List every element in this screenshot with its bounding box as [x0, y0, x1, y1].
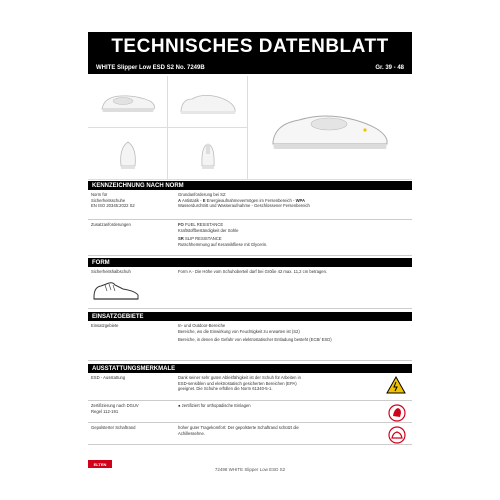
sr-text: Rutschhemmung auf Keramikfliese mit Glycerin.	[178, 241, 268, 247]
padded-collar-icon	[388, 426, 406, 449]
form-row	[88, 267, 412, 309]
shoe-image-side	[168, 76, 248, 128]
sr-code: SR	[178, 236, 184, 241]
section-kennzeichnung: KENNZEICHNUNG NACH NORM	[88, 181, 412, 190]
schaftrand-row	[88, 423, 412, 445]
section-ausstattung: AUSSTATTUNGSMERKMALE	[88, 364, 412, 373]
esd-warning-icon	[386, 376, 406, 399]
code-a: A	[178, 197, 182, 203]
norm-label-line: EN ISO 20345:2022 S2	[91, 203, 135, 208]
dguv-bullet-text: zertifiziert für orthopädische Einlagen	[181, 403, 251, 408]
shoe-image-top	[88, 76, 168, 128]
size-range: Gr. 39 - 48	[375, 65, 404, 71]
product-images	[88, 76, 412, 180]
schaftrand-line: Achillessehne.	[178, 430, 206, 436]
sr-title-text: SLIP RESISTANCE	[183, 236, 222, 241]
norm-label-line: Sicherheitsschuhe	[91, 197, 126, 203]
esd-line: ESD-sensiblen und elektrostatisch gesicherten Bereichen (EPA)	[178, 380, 297, 386]
fo-title-text: FUEL RESISTANCE	[183, 222, 224, 227]
section-form: FORM	[88, 258, 412, 267]
text-e: Energieaufnahmevermögen im Fersenbereich -	[205, 197, 296, 203]
dguv-bullet: ● zertifiziert für orthopädische Einlagen	[178, 403, 251, 408]
shoe-outline-icon	[91, 277, 141, 303]
einsatz-line: Bereiche, wo die Einwirkung von Feuchtigkeit zu erwarten ist (S2)	[178, 328, 300, 334]
einsatz-text	[178, 323, 368, 343]
schaftrand-line: hoher guter Tragekomfort: Der gepolsterte Schaftrand schützt die	[178, 425, 299, 430]
dguv-text	[178, 403, 368, 409]
form-label-col	[91, 269, 176, 304]
einsatz-row	[88, 321, 412, 361]
einsatz-line: In- und Outdoor-Bereiche	[178, 323, 226, 328]
zusatz-text	[178, 222, 368, 247]
norm-text-line: Grundanforderung bei S2:	[178, 192, 227, 197]
shoe-image-back	[168, 128, 248, 180]
fo-text: Kraftstoffbeständigkeit der Sohle	[178, 227, 239, 233]
norm-label	[91, 192, 176, 209]
elten-logo: ELTEN	[88, 460, 112, 468]
esd-line: geeignet. Die Schuhe erfüllen die Norm 61340-5-1.	[178, 386, 273, 391]
dguv-label-line: Regel 112-191	[91, 408, 119, 414]
product-bar	[88, 62, 412, 74]
esd-text	[178, 375, 368, 392]
norm-label-line: Norm für	[91, 192, 108, 197]
footer-text: 72498 WHITE Slipper Low ESD S2	[214, 467, 286, 472]
zusatz-row	[88, 220, 412, 256]
document-title: TECHNISCHES DATENBLATT	[88, 32, 412, 62]
product-name: WHITE Slipper Low ESD S2 No. 7249B	[96, 65, 205, 71]
zusatz-label: Zusatzanforderungen	[91, 222, 131, 227]
fo-code: FO	[178, 222, 184, 227]
code-e: E	[202, 197, 206, 203]
schaftrand-text	[178, 425, 368, 436]
dguv-label-line: Zertifizierung nach DGUV	[91, 403, 139, 408]
form-text: Form A - Die Höhe vom Schuhoberteil darf bei Größe 42 max. 11,2 cm betragen.	[178, 269, 328, 274]
esd-label: ESD - Ausstattung	[91, 375, 126, 380]
norm-text-line: Wasserdurchtritt und Wasseraufnahme - Geschlossener Fersenbereich	[178, 203, 310, 208]
shoe-image-main	[248, 76, 412, 180]
einsatz-line: Bereiche, in denen die Gefahr von elektrostatischer Entladung besteht (ECB/ ESD)	[178, 337, 332, 342]
shoe-image-front	[88, 128, 168, 180]
section-einsatz: EINSATZGEBIETE	[88, 312, 412, 321]
esd-row	[88, 373, 412, 401]
norm-text	[178, 192, 368, 209]
text-a: Antistatik -	[181, 197, 203, 203]
esd-line: Dank seiner sehr guten Ableitfähigkeit ist der Schuh für Arbeiten in	[178, 375, 301, 380]
dguv-label	[91, 403, 176, 414]
dguv-row	[88, 401, 412, 423]
einsatz-label: Einsatzgebiete	[91, 323, 119, 328]
form-label: Sicherheitshalbschuh	[91, 269, 131, 274]
code-wpa: WPA	[295, 197, 306, 203]
norm-row	[88, 190, 412, 220]
schaftrand-label: Gepolsterter Schaftrand	[91, 425, 136, 430]
